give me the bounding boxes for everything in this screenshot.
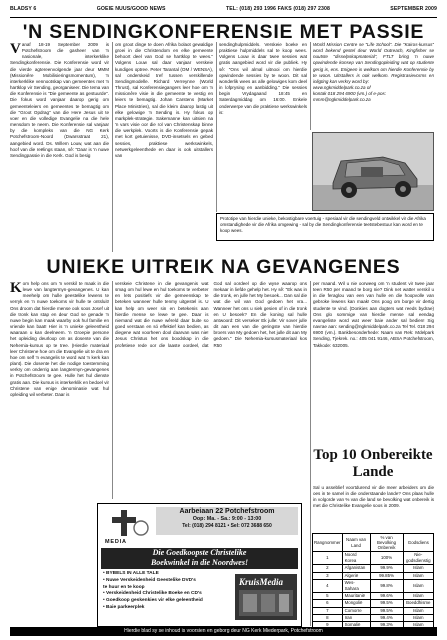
article1-column-2	[115, 42, 213, 252]
article1-column-1	[10, 42, 109, 252]
header-phone: TEL: (018) 293 1996 FAKS (018) 297 2308	[225, 6, 330, 12]
list-item: • Baie parkeerplek	[103, 604, 145, 610]
article1-col4-text: World Mission Centre se "Life School". Die "Kairos-kursus" word bekend gestel deur World Outreach, Kingfisher se nuutste "disselpskapmaterial", FTLT bring 'n nuwe opwindende konsep van Sendingopleiding wat op studente gerig is, ens. Enigeen is welkom om hierdie Konferensie by te woon. Uitstallers is ook welkom. Registrasievorms en inligting kan verkry word by:	[313, 42, 434, 84]
list-item: te huur en te koop	[103, 584, 145, 590]
top10-title: Top 10 Onbereikte Lande	[313, 447, 433, 480]
percent-cell: 99.85%	[370, 572, 403, 579]
religion-cell: Islam	[403, 614, 433, 621]
percent-cell: 100%	[370, 552, 403, 565]
logo-wordmark: MEDIA	[105, 539, 127, 545]
advert-feature-list	[103, 571, 231, 612]
percent-cell: 99.5%	[370, 600, 403, 607]
top10-table	[312, 533, 434, 636]
kruismedia-storefront	[235, 574, 297, 620]
kruismedia-name: KruisMedia	[239, 577, 284, 587]
table-row	[313, 552, 434, 565]
advert-slogan-band	[101, 548, 298, 569]
table-header-row	[313, 534, 434, 552]
religion-cell: Boeddhisme	[403, 600, 433, 607]
religion-cell: Islam	[403, 572, 433, 579]
page-header	[10, 6, 437, 16]
issue-date: SEPTEMBER 2009	[390, 6, 437, 12]
percent-cell: 99.8%	[370, 579, 403, 592]
table-row	[313, 572, 434, 579]
photo-caption	[216, 213, 434, 241]
advert-address: Aarbeiaan 22 Potchefstroom	[179, 508, 275, 515]
rank-cell: 3	[313, 572, 343, 579]
article2-column-1	[10, 281, 109, 499]
contact-email[interactable]: mmm@ngkmiddelpark.co.za	[313, 97, 371, 103]
percent-cell: 99.4%	[370, 614, 403, 621]
contact-phone: kontak 018 294 6900 (vm.) of e-pos:	[313, 91, 387, 97]
article2-col2-text: verskeie Christene in die gevangenis wat smag om hul lewe en hul toekoms te verbeter en lets positiefs vir die gemeenskap te beteken wanneer hulle tenmy uitgestel is. U kan help om weer sin en betekenis aan hierdie mense se lewe te gee. Daar is niemand wat die nuwe wêreld daar buite so goed verstaan en só effektief kan bedien, as diegene wat voorheen dool daarvan was nie! Jesus Christus het ons boodskap in die profetiese rede oor die laaste oordeel, dat God sal oordeel op die wyse waarop ons mekaar in liefde gehelp het. Hy sê: "Ek was in die tronk, en julle het My besoek... Dan sal die wat die wil van God gedoen het vra... Wanneer het ons u siek gesien of in die tronk en U besoek? En die koning sal hulle antwoord: Dit verseker Ek julle: Vir sover julle dit aan een van die geringste van hierdie broers van My gedoen het, het julle dit aan My gedoen." Die Nehemia-kursusmateriaal kos R50	[115, 281, 307, 348]
rank-cell: 1	[313, 552, 343, 565]
article1-col2-text: om groot dinge te doen Afrika bolaot gewaldige groei in die Christendom en elke gemeente behoort deel van God se hartklop te wees." Volgens Louw sal daar vanjaar verskeie kundiges optree. Peter Tarantal (OM / WENSA), sal onderskeid tref tussen verskillende Sendingmodelle. Richard Verreynne (World Thrust), sal Konferensiegangers leer hoe om 'n missionêre visie in die gemeente te vestig en leiers te bemagtig. Johan Carstens (Market Place Ministries), sal die kleim daarop lastig uit elke gelowige 'n Sending is. Hy fokus op markplek-strategie. Sakemanne kan uitsien na 'n vars visie oor die rol van Christenskap binne die werkplek. Voorts is die Konferensie gepak met kort getuienisse, DVD-insetsels en gebed sessies, praktiese werkswinkels, netwerkgeleenthede en daar is ook uitstallers van	[115, 42, 213, 158]
country-cell: Mongolië	[342, 600, 370, 607]
article1-dropcap: V	[10, 42, 21, 57]
article2-dropcap: K	[10, 281, 22, 296]
article1-column-3	[219, 42, 307, 210]
publication-title: GOEIE NUUS/GOOD NEWS	[96, 6, 166, 12]
country-cell: Mauritanië	[342, 593, 370, 600]
country-cell: Somalië	[342, 622, 370, 629]
column-divider	[310, 281, 311, 626]
rank-cell: 5	[313, 593, 343, 600]
list-item: • BYBELS IN ALLE TALE	[103, 571, 159, 576]
table-row	[313, 565, 434, 572]
religion-cell: Islam	[403, 593, 433, 600]
advert-phone: Tel: (018) 294 8121 • Sel: 072 3688 650	[182, 523, 272, 529]
header-rank: Rangnommer	[313, 534, 343, 552]
page-footer: Hierdie blad sy se inhoud is voorsien en geborg deur NG Kerk Miederpark, Potchefstroom	[10, 627, 437, 636]
column-divider	[310, 42, 311, 130]
religion-cell: Islam	[403, 622, 433, 629]
table-row	[313, 593, 434, 600]
article2-col3-text: per maand. Wil u nie oorweeg om 'n student vir twee jaar teen R50 per maand te borg nie? Dink net watter verskil u in die feraglou van een van hulle en die hoopvolle van gebroke lewens kan maak! Ons poog om borge vir dertig studente te vind. (Donkies aan dogters wat reeds bydrae) Ons glo sommige van hierdie mense sal eendag evangeliste word wat weer baie ander sal bedien! Sig navrae aan: sending@ngkmiddelpark.co.za Tel Tel. 018 294 6900 (vm.). Bankbesonderhede: Naam van Rek: Mdelpark Sending, Tjekrek. no.: 405 041 9146, ABSA Potchefstroom, Takkode: 632005.	[313, 281, 434, 348]
vehicle-photo	[312, 132, 434, 211]
kruismedia-logo	[101, 508, 153, 546]
rank-cell: 8	[313, 614, 343, 621]
country-cell: Algerië	[342, 572, 370, 579]
list-item: • Verskeidenheid Christelike Boeke en CD's	[103, 591, 202, 597]
top10-intro	[313, 485, 434, 531]
article1-col1-text: anaf 18-19 September 2009 is Potchefstroom die gasheer van 'n nasionale, interkerklike Sendingkonferensie. Die Konferensie word vir die vierde agtereenvolgende jaar deur MMM (Missionêre Mobilisieringsmomentum), 'n interkerklike vennootskap van gemeentes met 'n hartklop vir Sending, georganiseer. Die tema van die Konferensie is "Die gemeente as gestuurde". Die fokus word vanjaar daarop gerig om gemeenteleiers en gemeentes te bemagtig om die "Groot Opdrag" van die Here Jesus uit te voer en die volledige Evangelie na die hele mensdom te neem. Die Konferensie sal vanjaar by die kompleks van die NG Kerk Potchefstroom-Noord (Dwarsstraat 21), aangebied word. Ds. Willem Louw, wat aan die hoof van die reëlings staan, sê: "Daar is 'n nuwe Sendingpassie in die Kerk. God is besig	[10, 42, 109, 158]
country-cell: Iran	[342, 614, 370, 621]
rank-cell: 7	[313, 607, 343, 614]
percent-cell: 99.5%	[370, 607, 403, 614]
percent-cell: 99.3%	[370, 622, 403, 629]
advert-slogan-1: Die Goedkoopste Christelike	[152, 548, 247, 557]
article2-col1-text: om help ons om 'n verskil te maak in die lewe van langtermyn-gevangenes. U kan meehelp om hulle geestelike lewens te verryk en 'n nuwe toekoms vir hulle te ontsluit! Ons droom dat hierdie mense ook soos Josef uit die tronk kan stap en deur God se genade 'n nuwe begin kan maak waarby ook hul familie en vriende kan baat! Hier is 'n unieke geleentheid waaraan u kan deelneem. 'n Groepie persone het opleiding deurloop om as dosente van die Nehemia-kursus op te tree. (Hierdie materiaal leer Christene hoe om die Evangelie uit te dra en hoe om self 'n evangelis te word wat 'n kerk kan plant). Die dosente het die nodige toestemming verkry om onderrig aan langtermyn-gevangenes in Potchefstroom te gee. Hulle het hul dienste gratis aan. Die kursus is interkerklik en bedoel vir Christene van enige denominasie wat hul opleiding wil verbeter. Daar is	[10, 281, 109, 397]
rank-cell: 2	[313, 565, 343, 572]
country-cell: Wes-Sahara	[342, 579, 370, 592]
list-item: • Goedkoop geskenkies vir elke geleentheid	[103, 598, 203, 604]
advert-slogan-2: Boekwinkel in die Noordwes!	[150, 558, 249, 567]
table-row	[313, 579, 434, 592]
list-item: • Nuwe Verskeidenheid Geestelike DVD's	[103, 577, 196, 583]
column-divider	[112, 281, 113, 499]
article1-col3-text: sendinghulpmiddels. Verskeie boeke en praktiese hulpmiddels sal te koop wees. Volgens Louw is daar twee sessies wat gratis aangebied word vir die publiek. Hy sê: "Ons wil almal uitnooi om hierdie opwindende sessies by te woon. Dit sal wonderlik wees as alle gelowiges kom deel in lofprysing en aanbidding." Die sessies begin Vrydagaand 18:45 en Saterdagmiddag om 16:00. Enkele onderwerpe van die praktiese werkswinkels is:	[219, 42, 307, 115]
advert-hours: Oop: Ma. - Sa.: 9:00 - 13:00	[192, 516, 262, 522]
article2-headline: UNIEKE UITREIK NA GEVANGENES	[46, 256, 401, 278]
caption-text: Prototipe van hierdie unieke, bekostigbare voertuig - spesiaal vir die sendingveld ontwikkel vir die Afrika omstandighede vir die Afrika omgewing - sal by die Sendingkonferensie teetstebestuur kan word en te koop wees.	[220, 216, 426, 233]
table-row	[313, 614, 434, 621]
top10-intro-text: Sal u asseblief voortdurend vir die meer arbeiders om die oes in te samel in die onderstaande lande? Ons plaas hulle in volgorde van % van die land se bevolking wat onbereik is met die Christelike Evangelie soos in 2009.	[313, 485, 434, 509]
percent-cell: 99.9%	[370, 565, 403, 572]
advert-address-box	[156, 507, 298, 535]
page-number: BLADSY 6	[10, 6, 37, 12]
column-divider	[112, 42, 113, 252]
table-row	[313, 607, 434, 614]
country-cell: Comorre	[342, 607, 370, 614]
vehicle-illustration	[313, 133, 434, 211]
religion-cell: Islam	[403, 579, 433, 592]
religion-cell: Nie-godsdienstig	[403, 552, 433, 565]
storefront-image	[235, 574, 297, 620]
article2-column-3	[313, 281, 434, 447]
percent-cell: 99.6%	[370, 593, 403, 600]
rank-cell: 4	[313, 579, 343, 592]
header-divider	[10, 17, 437, 18]
header-percent: % van Bevolking Onbereik	[370, 534, 403, 552]
article1-headline: 'N SENDINGKONFERENSIE MET PASSIE	[22, 21, 425, 43]
header-religion: Godsdiens	[403, 534, 433, 552]
column-divider	[216, 42, 217, 212]
bookshop-advert	[97, 503, 302, 627]
article2-column-2	[115, 281, 307, 499]
header-country: Naam van Land	[342, 534, 370, 552]
religion-cell: Islam	[403, 565, 433, 572]
country-cell: Afganistan	[342, 565, 370, 572]
article1-column-4	[313, 42, 434, 132]
cross-icon	[101, 508, 153, 538]
rank-cell: 6	[313, 600, 343, 607]
rank-cell: 9	[313, 622, 343, 629]
table-row	[313, 600, 434, 607]
country-cell: Noord Korea	[342, 552, 370, 565]
religion-cell: Islam	[403, 607, 433, 614]
website-link[interactable]: www.ngkmiddelpark.co.za of	[313, 85, 371, 91]
